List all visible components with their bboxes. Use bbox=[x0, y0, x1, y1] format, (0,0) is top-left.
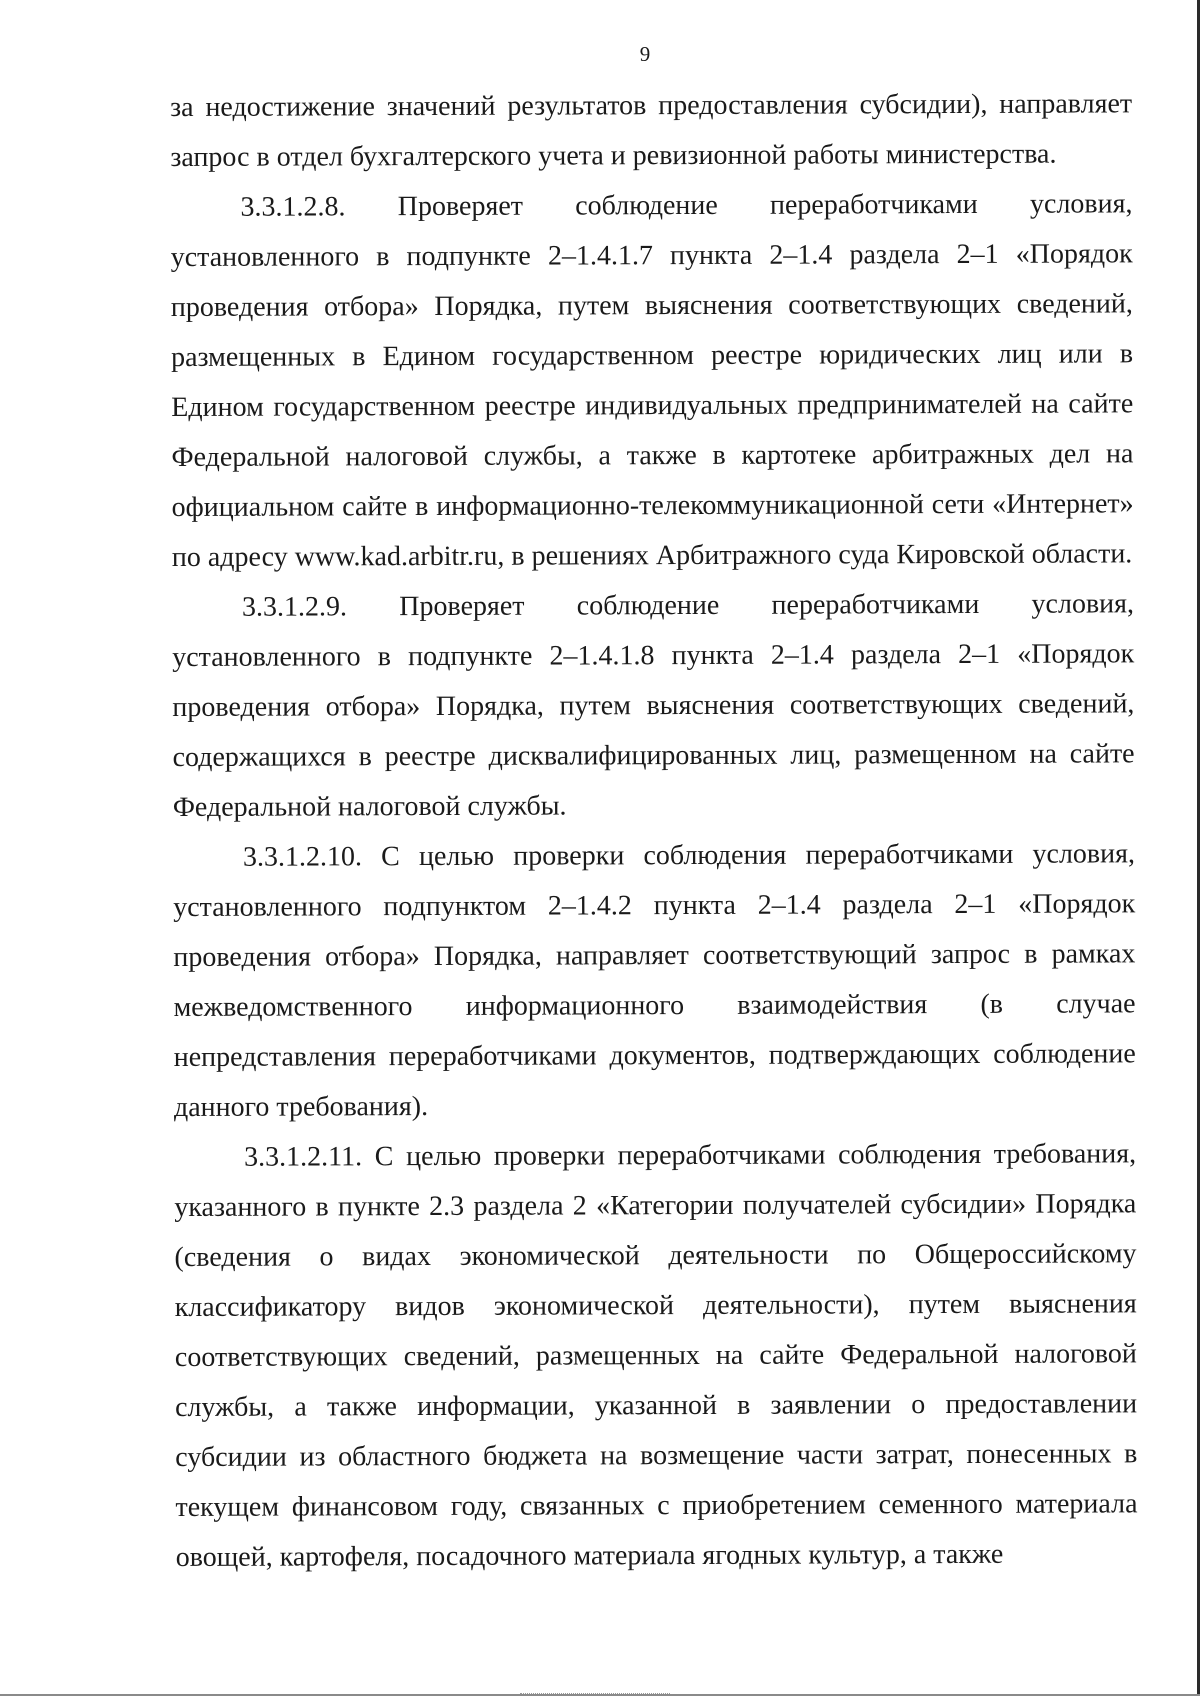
paragraph-3-3-1-2-9: 3.3.1.2.9. Проверяет соблюдение переработчиками условия, установленного в подпункте 2–1.4.1.8 пункта 2–1.4 раздела 2–1 «Порядок проведения отбора» Порядка, путем выяснения соответствующих сведений, содержащихся в реестре дисквалифицированных лиц, размещенном на сайте Федеральной налоговой службы. bbox=[172, 588, 1135, 823]
paragraph-continuation: за недостижение значений результатов предоставления субсидии), направляет запрос в отдел бухгалтерского учета и ревизионной работы министерства. bbox=[170, 88, 1133, 173]
page-number: 9 bbox=[639, 42, 651, 66]
scan-artifact bbox=[520, 1687, 670, 1694]
paragraph-3-3-1-2-8: 3.3.1.2.8. Проверяет соблюдение переработчиками условия, установленного в подпункте 2–1.4.1.7 пункта 2–1.4 раздела 2–1 «Порядок проведения отбора» Порядка, путем выяснения соответствующих сведений, размещенных в Едином государственном реестре юридических лиц или в Едином государственном реестре индивидуальных предпринимателей на сайте Федеральной налоговой службы, а также в картотеке арбитражных дел на официальном сайте в информационно-телекоммуникационной сети «Интернет» по адресу www.kad.arbitr.ru, в решениях Арбитражного суда Кировской области. bbox=[170, 188, 1134, 573]
paragraph-3-3-1-2-10: 3.3.1.2.10. С целью проверки соблюдения переработчиками условия, установленного подпунктом 2–1.4.2 пункта 2–1.4 раздела 2–1 «Порядок проведения отбора» Порядка, направляет соответствующий запрос в рамках межведомственного информационного взаимодействия (в случае непредставления переработчиками документов, подтверждающих соблюдение данного требования). bbox=[173, 838, 1136, 1123]
paragraph-3-3-1-2-11: 3.3.1.2.11. С целью проверки переработчиками соблюдения требования, указанного в пункте 2.3 раздела 2 «Категории получателей субсидии» Порядка (сведения о видах экономической деятельности по Общероссийскому классификатору видов экономической деятельности), путем выяснения соответствующих сведений, размещенных на сайте Федеральной налоговой службы, а также информации, указанной в заявлении о предоставлении субсидии из областного бюджета на возмещение части затрат, понесенных в текущем финансовом году, связанных с приобретением семенного материала овощей, картофеля, посадочного материала ягодных культур, а также bbox=[174, 1138, 1138, 1573]
document-body bbox=[170, 79, 1138, 1583]
